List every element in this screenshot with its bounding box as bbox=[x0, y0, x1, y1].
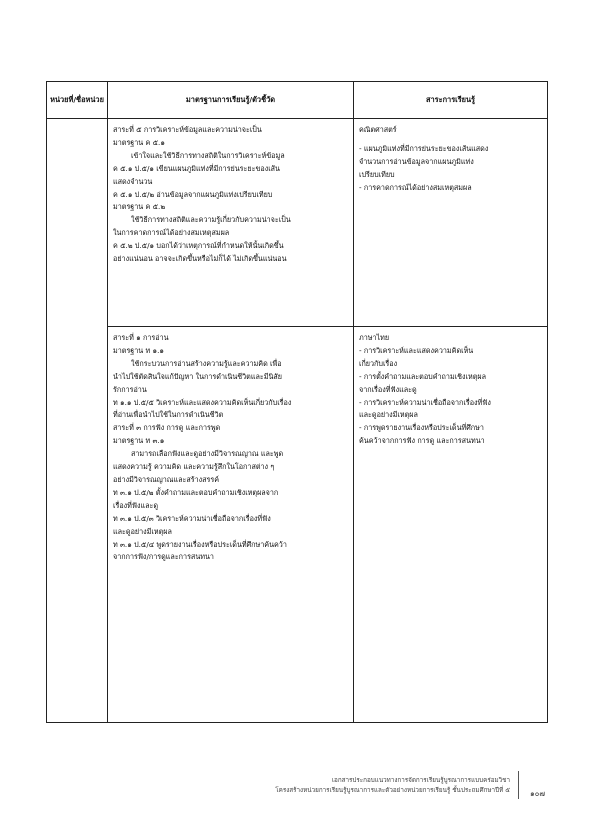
text-line: และดูอย่างมีเหตุผล bbox=[359, 410, 418, 420]
page-footer bbox=[240, 776, 510, 796]
page-number: ๑๐๗ bbox=[530, 789, 545, 798]
text-line: จากเรื่องที่ฟังและดู bbox=[359, 384, 417, 394]
content-cell bbox=[354, 119, 548, 327]
text-line: - การวิเคราะห์และแสดงความคิดเห็น bbox=[359, 345, 474, 355]
text-line: มาตรฐาน ค ๕.๑ bbox=[113, 137, 165, 147]
text-line: เกี่ยวกับเรื่อง bbox=[359, 358, 398, 368]
text-line: ที่อ่านเพื่อนำไปใช้ในการดำเนินชีวิต bbox=[113, 410, 224, 420]
header-content: สาระการเรียนรู้ bbox=[354, 82, 548, 119]
text-line: เปรียบเทียบ bbox=[359, 169, 395, 179]
text-line: ท ๓.๑ ป.๕/๒ ตั้งคำถามและตอบคำถามเชิงเหตุผลจาก bbox=[113, 487, 279, 497]
table-row bbox=[47, 327, 548, 723]
standards-cell bbox=[108, 119, 354, 327]
text-line: แสดงความรู้ ความคิด และความรู้สึกในโอกาสต่าง ๆ bbox=[113, 462, 275, 472]
text-line: และดูอย่างมีเหตุผล bbox=[113, 526, 172, 536]
text-line: แสดงจำนวน bbox=[113, 176, 153, 186]
text-line: - การวิเคราะห์ความน่าเชื่อถือจากเรื่องที่ฟัง bbox=[359, 397, 491, 407]
text-line: มาตรฐาน ท ๑.๑ bbox=[113, 345, 164, 355]
text-line: สาระที่ ๕ การวิเคราะห์ข้อมูลและความน่าจะเป็น bbox=[113, 125, 262, 134]
text-line: - การคาดการณ์ได้อย่างสมเหตุสมผล bbox=[359, 182, 472, 192]
footer-line: โครงสร้างหน่วยการเรียนรู้บูรณาการและตัวอย่างหน่วยการเรียนรู้ ชั้นประถมศึกษาปีที่ ๕ bbox=[275, 787, 510, 794]
text-line: ท ๓.๑ ป.๕/๓ วิเคราะห์ความน่าเชื่อถือจากเรื่องที่ฟัง bbox=[113, 513, 271, 523]
footer-line: เอกสารประกอบแนวทางการจัดการเรียนรู้บูรณาการแบบคร่อมวิชา bbox=[331, 777, 510, 784]
header-unit: หน่วยที่/ชื่อหน่วย bbox=[47, 82, 108, 119]
header-standards: มาตรฐานการเรียนรู้/ตัวชี้วัด bbox=[108, 82, 354, 119]
text-line: คณิตศาสตร์ bbox=[359, 125, 397, 134]
text-line: ค้นคว้าจากการฟัง การดู และการสนทนา bbox=[359, 436, 485, 446]
text-line: ใช้กระบวนการอ่านสร้างความรู้และความคิด เพื่อ bbox=[131, 358, 282, 368]
text-line: สามารถเลือกฟังและดูอย่างมีวิจารณญาณ และพูด bbox=[131, 449, 284, 459]
text-line: เข้าใจและใช้วิธีการทางสถิติในการวิเคราะห์ข้อมูล bbox=[131, 150, 285, 160]
text-line: - การพูดรายงานเรื่องหรือประเด็นที่ศึกษา bbox=[359, 423, 484, 433]
text-line: ภาษาไทย bbox=[359, 333, 390, 342]
text-line: เรื่องที่ฟังและดู bbox=[113, 500, 159, 510]
table-row bbox=[47, 119, 548, 327]
standards-cell bbox=[108, 327, 354, 723]
text-line: สาระที่ ๓ การฟัง การดู และการพูด bbox=[113, 423, 221, 433]
text-line: ใช้วิธีการทางสถิติและความรู้เกี่ยวกับความน่าจะเป็น bbox=[131, 215, 291, 225]
text-line: อย่างแน่นอน อาจจะเกิดขึ้นหรือไม่ก็ได้ ไม่เกิดขึ้นแน่นอน bbox=[113, 254, 287, 264]
text-line: จำนวนการอ่านข้อมูลจากแผนภูมิแท่ง bbox=[359, 156, 474, 166]
text-line: ค ๕.๒ ป.๕/๑ บอกได้ว่าเหตุการณ์ที่กำหนดให้นั้นเกิดขึ้น bbox=[113, 241, 284, 251]
text-line: นำไปใช้ตัดสินใจแก้ปัญหา ในการดำเนินชีวิตและมีนิสัย bbox=[113, 371, 282, 381]
text-line: ค ๕.๑ ป.๕/๑ เขียนแผนภูมิแท่งที่มีการย่นระยะของเส้น bbox=[113, 163, 280, 173]
text-line: - การตั้งคำถามและตอบคำถามเชิงเหตุผล bbox=[359, 371, 487, 381]
text-line: ค ๕.๑ ป.๕/๒ อ่านข้อมูลจากแผนภูมิแท่งเปรียบเทียบ bbox=[113, 189, 273, 199]
text-line: ในการคาดการณ์ได้อย่างสมเหตุสมผล bbox=[113, 228, 230, 238]
curriculum-table bbox=[46, 81, 548, 723]
unit-cell bbox=[47, 119, 108, 723]
content-cell bbox=[354, 327, 548, 723]
text-line: อย่างมีวิจารณญาณและสร้างสรรค์ bbox=[113, 474, 220, 484]
text-line: ท ๓.๑ ป.๕/๔ พูดรายงานเรื่องหรือประเด็นที่ศึกษาค้นคว้า bbox=[113, 539, 287, 549]
text-line: จากการฟัง/การดูและการสนทนา bbox=[113, 552, 214, 562]
text-line: สาระที่ ๑ การอ่าน bbox=[113, 333, 169, 342]
text-line: รักการอ่าน bbox=[113, 384, 147, 394]
footer-divider bbox=[518, 771, 519, 799]
text-line: ท ๑.๑ ป.๕/๕ วิเคราะห์และแสดงความคิดเห็นเกี่ยวกับเรื่อง bbox=[113, 397, 292, 407]
text-line: - แผนภูมิแท่งที่มีการย่นระยะของเส้นแสดง bbox=[359, 143, 489, 153]
text-line: มาตรฐาน ท ๓.๑ bbox=[113, 436, 165, 446]
table-header-row bbox=[47, 82, 548, 119]
text-line: มาตรฐาน ค ๕.๒ bbox=[113, 202, 166, 212]
